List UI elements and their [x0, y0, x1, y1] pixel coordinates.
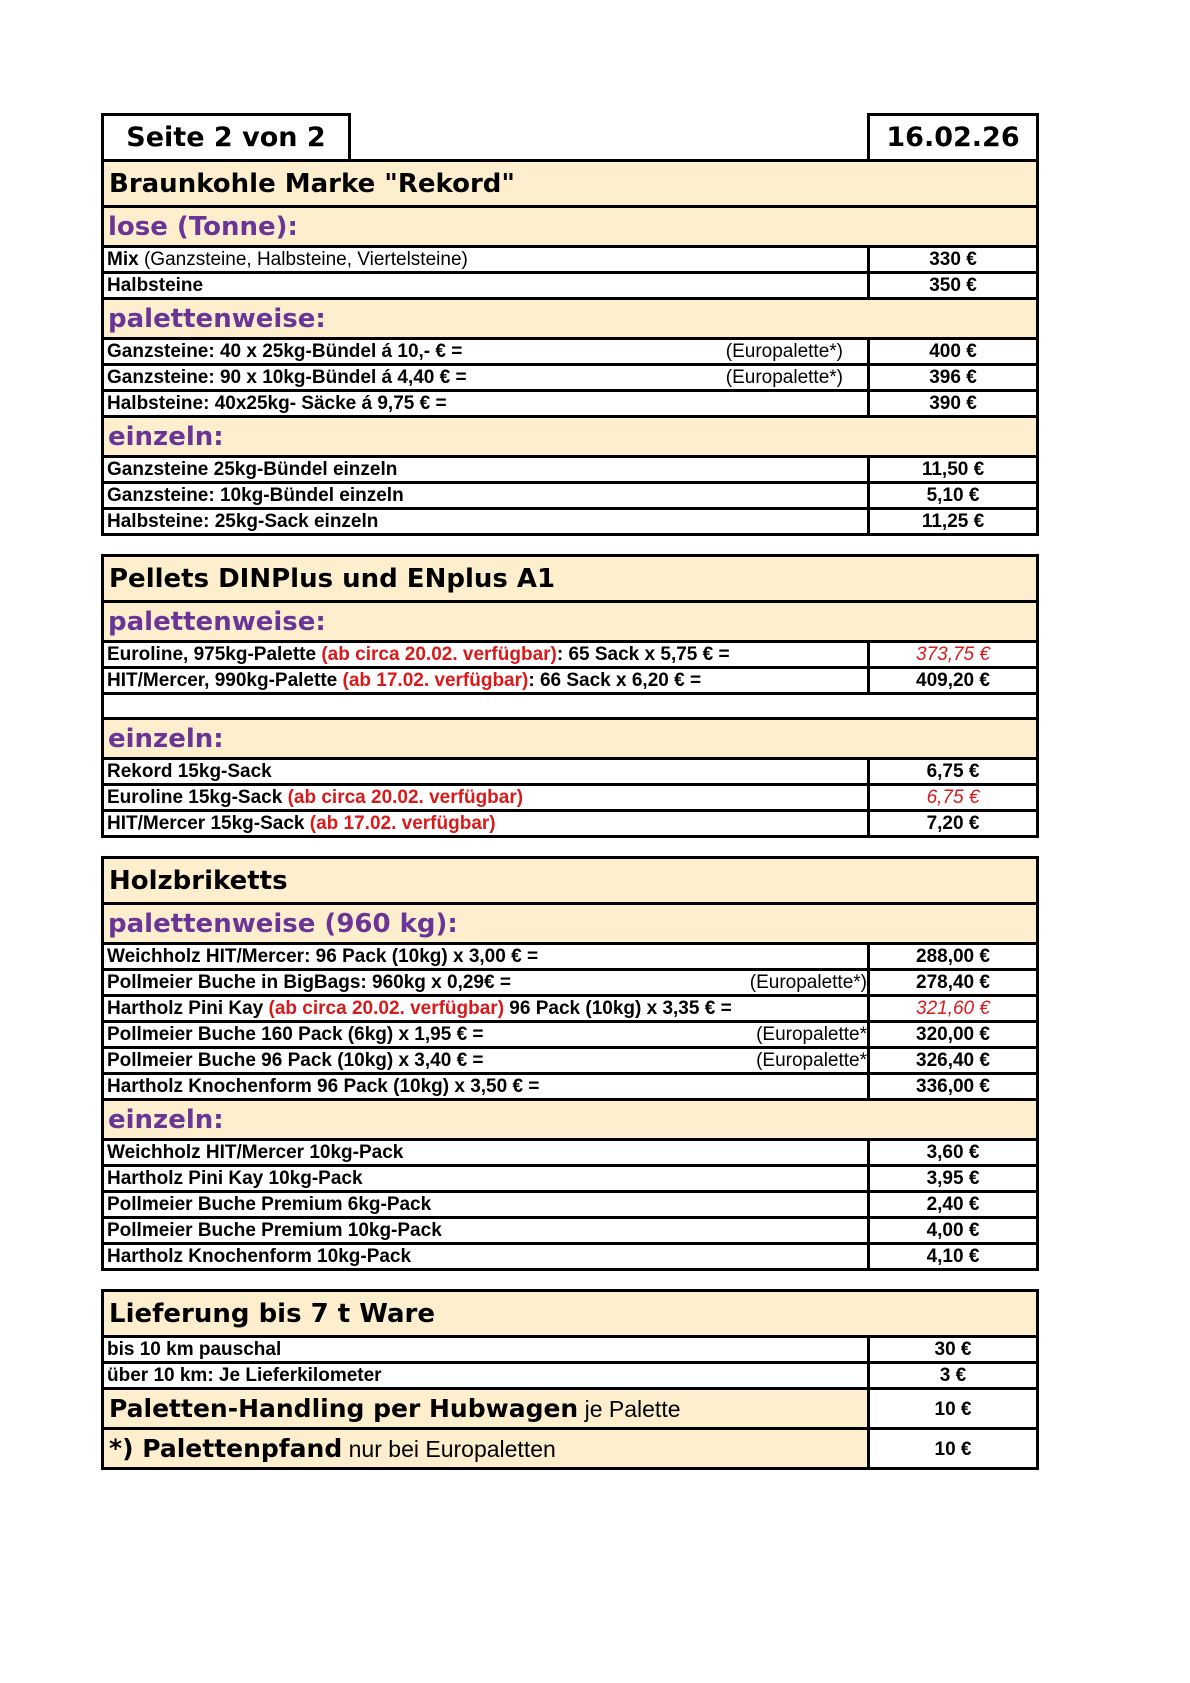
item-name: Euroline 15kg-Sack: [107, 786, 288, 808]
blank-row: [104, 692, 1036, 717]
item-price: 336,00 €: [867, 1075, 1036, 1098]
item-price: 321,60 €: [867, 997, 1036, 1020]
item-name: HIT/Mercer 15kg-Sack: [107, 812, 310, 834]
table-row: [104, 1020, 1036, 1046]
table-row: [104, 757, 1036, 783]
table-row: [104, 1164, 1036, 1190]
item-price: 396 €: [867, 366, 1036, 389]
price-list-page: [101, 113, 1039, 1470]
table-row: [104, 1072, 1036, 1098]
item-price: 3,60 €: [867, 1141, 1036, 1164]
section-braunkohle: [101, 159, 1039, 536]
section-title: Pellets DINPlus und ENplus A1: [104, 557, 1036, 600]
table-row-pfand: [104, 1427, 1036, 1467]
subheading-palettenweise: palettenweise:: [104, 600, 1036, 640]
table-row: [104, 1138, 1036, 1164]
item-name: Ganzsteine: 40 x 25kg-Bündel á 10,- € =: [107, 340, 463, 362]
item-name: Hartholz Knochenform 96 Pack (10kg) x 3,50 € =: [107, 1075, 540, 1097]
item-price: 6,75 €: [867, 786, 1036, 809]
item-name: Ganzsteine: 90 x 10kg-Bündel á 4,40 € =: [107, 366, 467, 388]
item-name: Weichholz HIT/Mercer: 96 Pack (10kg) x 3,00 € =: [107, 945, 539, 967]
table-row: [104, 1335, 1036, 1361]
availability-note: (ab circa 20.02. verfügbar): [268, 997, 505, 1019]
item-price: 4,10 €: [867, 1245, 1036, 1268]
item-name: Rekord 15kg-Sack: [107, 760, 272, 782]
table-row: [104, 994, 1036, 1020]
table-row: [104, 666, 1036, 692]
section-title: Lieferung bis 7 t Ware: [104, 1292, 1036, 1335]
page-number-label: Seite 2 von 2: [101, 113, 351, 159]
table-row: [104, 1361, 1036, 1387]
table-row: [104, 809, 1036, 835]
item-price: 350 €: [867, 274, 1036, 297]
item-price: 2,40 €: [867, 1193, 1036, 1216]
section-pellets: [101, 554, 1039, 838]
item-name: Halbsteine: 40x25kg- Säcke á 9,75 € =: [107, 392, 447, 414]
europalette-note: (Europalette*): [749, 971, 867, 993]
table-row: [104, 337, 1036, 363]
item-price: 3,95 €: [867, 1167, 1036, 1190]
item-name: Halbsteine: [107, 274, 204, 296]
subheading-palettenweise: palettenweise (960 kg):: [104, 902, 1036, 942]
table-row: [104, 507, 1036, 533]
item-price: 409,20 €: [867, 669, 1036, 692]
item-price: 390 €: [867, 392, 1036, 415]
table-row: [104, 1216, 1036, 1242]
date-label: 16.02.26: [867, 113, 1039, 159]
section-title: Holzbriketts: [104, 859, 1036, 902]
table-row: [104, 640, 1036, 666]
availability-note: (ab circa 20.02. verfügbar): [287, 786, 524, 808]
table-row: [104, 245, 1036, 271]
table-row: [104, 1242, 1036, 1268]
item-price: 326,40 €: [867, 1049, 1036, 1072]
item-price: 278,40 €: [867, 971, 1036, 994]
item-calculation: : 65 Sack x 5,75 € =: [556, 643, 730, 665]
table-row: [104, 1046, 1036, 1072]
europalette-note: (Europalette*): [725, 340, 843, 362]
item-price: 5,10 €: [867, 484, 1036, 507]
item-price: 4,00 €: [867, 1219, 1036, 1242]
table-row: [104, 389, 1036, 415]
table-row: [104, 1190, 1036, 1216]
item-calculation: : 66 Sack x 6,20 € =: [528, 669, 702, 691]
item-name: Pollmeier Buche 96 Pack (10kg) x 3,40 € =: [107, 1049, 484, 1071]
item-price: 288,00 €: [867, 945, 1036, 968]
pfand-label: *) Palettenpfand: [109, 1434, 343, 1463]
item-name: Pollmeier Buche in BigBags: 960kg x 0,29€ =: [107, 971, 511, 993]
table-row: [104, 968, 1036, 994]
item-calculation: 96 Pack (10kg) x 3,35 € =: [504, 997, 732, 1019]
table-row: [104, 481, 1036, 507]
europalette-note: (Europalette*: [756, 1049, 867, 1071]
availability-note: (ab circa 20.02. verfügbar): [321, 643, 557, 665]
subheading-palettenweise: palettenweise:: [104, 297, 1036, 337]
item-price: 6,75 €: [867, 760, 1036, 783]
item-name: Hartholz Pini Kay 10kg-Pack: [107, 1167, 363, 1189]
item-name: Halbsteine: 25kg-Sack einzeln: [107, 510, 379, 532]
item-name: HIT/Mercer, 990kg-Palette: [107, 669, 343, 691]
table-row: [104, 271, 1036, 297]
availability-note: (ab 17.02. verfügbar): [309, 812, 496, 834]
item-price: 320,00 €: [867, 1023, 1036, 1046]
item-name: Hartholz Knochenform 10kg-Pack: [107, 1245, 412, 1267]
item-price: 330 €: [867, 248, 1036, 271]
subheading-einzeln: einzeln:: [104, 1098, 1036, 1138]
item-name: Mix: [107, 248, 139, 270]
item-price: 373,75 €: [867, 643, 1036, 666]
europalette-note: (Europalette*: [756, 1023, 867, 1045]
section-lieferung: [101, 1289, 1039, 1470]
subheading-einzeln: einzeln:: [104, 717, 1036, 757]
item-name: Euroline, 975kg-Palette: [107, 643, 322, 665]
item-name: Ganzsteine 25kg-Bündel einzeln: [107, 458, 398, 480]
item-name: Ganzsteine: 10kg-Bündel einzeln: [107, 484, 404, 506]
handling-detail: je Palette: [578, 1396, 681, 1422]
item-price: 400 €: [867, 340, 1036, 363]
page-header: [101, 113, 1039, 159]
section-holzbriketts: [101, 856, 1039, 1271]
handling-price: 10 €: [867, 1390, 1036, 1427]
table-row: [104, 942, 1036, 968]
table-row-handling: [104, 1387, 1036, 1427]
section-title: Braunkohle Marke "Rekord": [104, 162, 1036, 205]
pfand-price: 10 €: [867, 1430, 1036, 1467]
item-name: Pollmeier Buche Premium 6kg-Pack: [107, 1193, 432, 1215]
item-name: Pollmeier Buche Premium 10kg-Pack: [107, 1219, 442, 1241]
subheading-einzeln: einzeln:: [104, 415, 1036, 455]
item-name: Weichholz HIT/Mercer 10kg-Pack: [107, 1141, 404, 1163]
item-name: über 10 km: Je Lieferkilometer: [107, 1364, 382, 1386]
item-name: Pollmeier Buche 160 Pack (6kg) x 1,95 € =: [107, 1023, 484, 1045]
item-name: Hartholz Pini Kay: [107, 997, 269, 1019]
item-price: 3 €: [867, 1364, 1036, 1387]
item-name: bis 10 km pauschal: [107, 1338, 282, 1360]
europalette-note: (Europalette*): [725, 366, 843, 388]
item-price: 11,25 €: [867, 510, 1036, 533]
pfand-detail: nur bei Europaletten: [342, 1436, 556, 1462]
table-row: [104, 363, 1036, 389]
item-price: 11,50 €: [867, 458, 1036, 481]
item-detail: (Ganzsteine, Halbsteine, Viertelsteine): [138, 248, 468, 270]
availability-note: (ab 17.02. verfügbar): [342, 669, 529, 691]
subheading-lose: lose (Tonne):: [104, 205, 1036, 245]
table-row: [104, 455, 1036, 481]
item-price: 7,20 €: [867, 812, 1036, 835]
handling-label: Paletten-Handling per Hubwagen: [109, 1394, 579, 1423]
table-row: [104, 783, 1036, 809]
item-price: 30 €: [867, 1338, 1036, 1361]
